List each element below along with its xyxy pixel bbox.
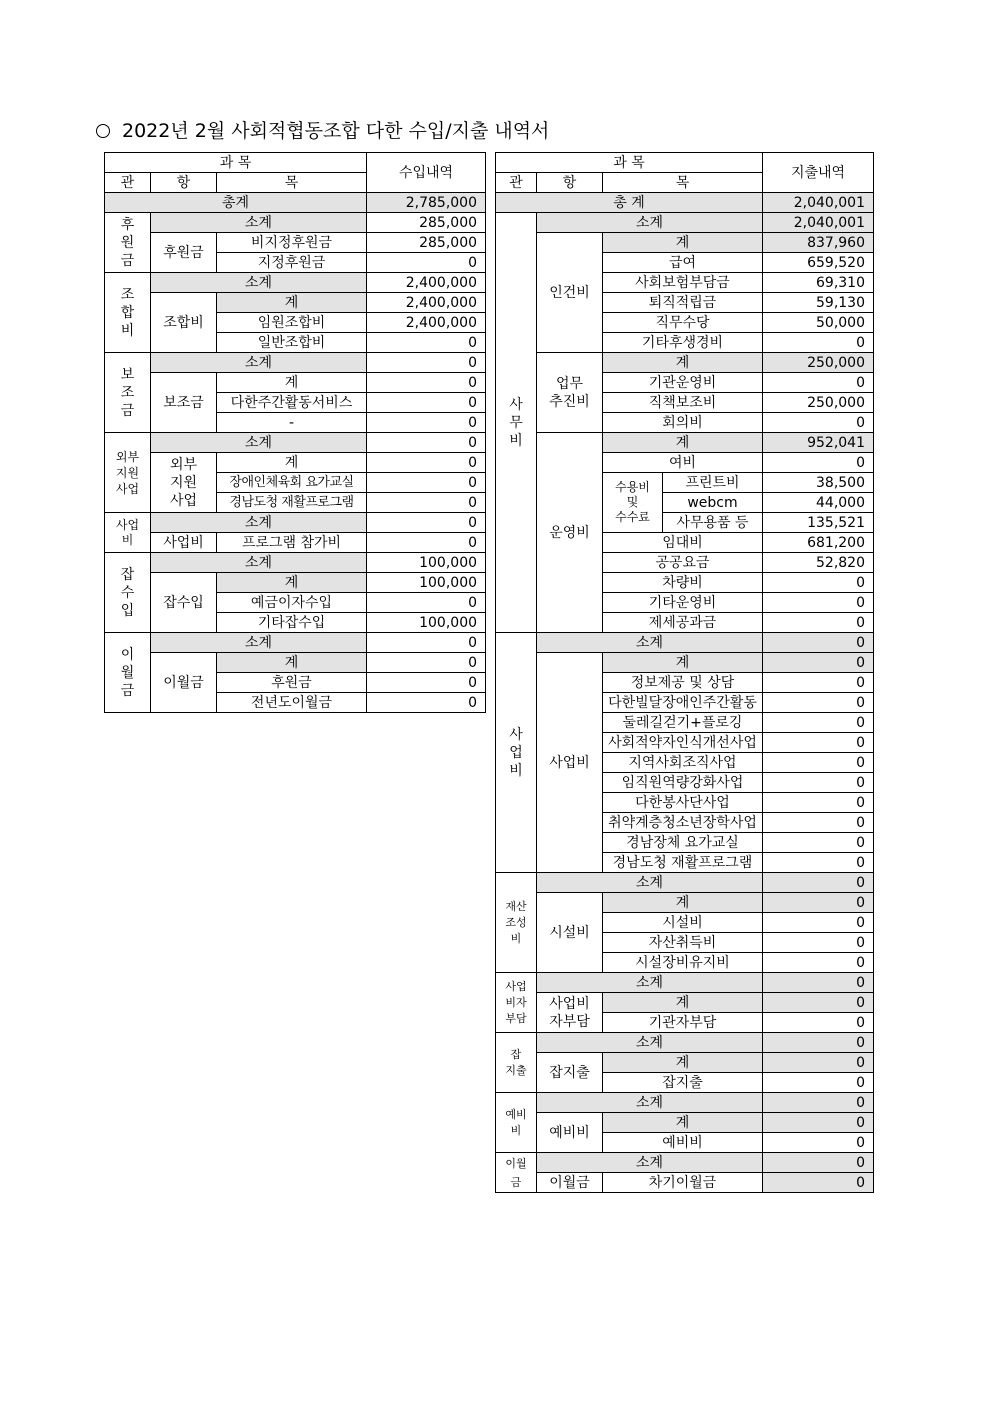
mok-cell: 임대비	[603, 533, 763, 553]
mok-cell: 계	[217, 373, 367, 393]
mok-cell: 사무용품 등	[663, 513, 763, 533]
mok-cell: 계	[603, 893, 763, 913]
subtotal-label: 소계	[151, 553, 367, 573]
amount-cell: 0	[367, 453, 486, 473]
subtotal-label: 소계	[537, 873, 763, 893]
header-gwan: 관	[105, 173, 151, 193]
header-gwamok: 과 목	[105, 153, 367, 173]
amount-cell: 0	[367, 253, 486, 273]
mok-cell: 장애인체육회 요가교실	[217, 473, 367, 493]
hang-cell: 조합비	[151, 293, 217, 353]
expense-table	[495, 152, 874, 1193]
gwan-cell: 이 월 금	[105, 633, 151, 713]
gwan-cell: 잡 수 입	[105, 553, 151, 633]
suyong-label-cell: 수용비 및 수수료	[603, 473, 663, 533]
mok-cell: 회의비	[603, 413, 763, 433]
mok-cell: 계	[603, 993, 763, 1013]
circle-bullet-icon	[96, 124, 110, 138]
mok-cell: 차기이월금	[603, 1173, 763, 1193]
amount-cell: 38,500	[763, 473, 874, 493]
hang-cell: 업무 추진비	[537, 353, 603, 433]
mok-cell: 계	[603, 353, 763, 373]
amount-cell: 0	[763, 333, 874, 353]
subtotal-value: 0	[367, 353, 486, 373]
amount-cell: 0	[367, 673, 486, 693]
amount-cell: 0	[763, 833, 874, 853]
amount-cell: 0	[763, 713, 874, 733]
total-value: 2,040,001	[763, 193, 874, 213]
amount-cell: 100,000	[367, 613, 486, 633]
header-mok: 목	[217, 173, 367, 193]
amount-cell: 0	[763, 793, 874, 813]
mok-cell: 다한주간활동서비스	[217, 393, 367, 413]
amount-cell: 0	[763, 753, 874, 773]
mok-cell: 예비비	[603, 1133, 763, 1153]
mok-cell: 제세공과금	[603, 613, 763, 633]
title-text: 2022년 2월 사회적협동조합 다한 수입/지출 내역서	[122, 120, 550, 142]
mok-cell: 급여	[603, 253, 763, 273]
subtotal-value: 0	[763, 1093, 874, 1113]
amount-cell: 250,000	[763, 353, 874, 373]
mok-cell: 일반조합비	[217, 333, 367, 353]
subtotal-label: 소계	[151, 433, 367, 453]
amount-cell: 0	[367, 473, 486, 493]
amount-cell: 59,130	[763, 293, 874, 313]
amount-cell: 100,000	[367, 573, 486, 593]
mok-cell: 계	[217, 453, 367, 473]
mok-cell: 기타운영비	[603, 593, 763, 613]
amount-cell: 0	[763, 773, 874, 793]
hang-cell: 시설비	[537, 893, 603, 973]
amount-cell: 0	[763, 1173, 874, 1193]
hang-cell: 이월금	[537, 1173, 603, 1193]
amount-cell: 952,041	[763, 433, 874, 453]
mok-cell: 잡지출	[603, 1073, 763, 1093]
amount-cell: 0	[367, 493, 486, 513]
amount-cell: 0	[763, 593, 874, 613]
amount-cell: 2,400,000	[367, 313, 486, 333]
header-amount: 지출내역	[763, 153, 874, 193]
subtotal-value: 0	[763, 1033, 874, 1053]
total-value: 2,785,000	[367, 193, 486, 213]
mok-cell: 기타잡수입	[217, 613, 367, 633]
hang-cell: 사업비	[537, 653, 603, 873]
mok-cell: 차량비	[603, 573, 763, 593]
mok-cell: 기타후생경비	[603, 333, 763, 353]
subtotal-value: 0	[763, 633, 874, 653]
mok-cell: 계	[217, 293, 367, 313]
amount-cell: 0	[763, 1133, 874, 1153]
gwan-cell: 사업 비	[105, 513, 151, 553]
amount-cell: 659,520	[763, 253, 874, 273]
amount-cell: 0	[763, 673, 874, 693]
hang-cell: 운영비	[537, 433, 603, 633]
subtotal-label: 소계	[537, 1033, 763, 1053]
gwan-cell: 사업 비자 부담	[496, 973, 537, 1033]
subtotal-value: 0	[367, 633, 486, 653]
amount-cell: 69,310	[763, 273, 874, 293]
mok-cell: 직무수당	[603, 313, 763, 333]
subtotal-label: 소계	[151, 633, 367, 653]
subtotal-value: 100,000	[367, 553, 486, 573]
mok-cell: 다한빌달장애인주간활동	[603, 693, 763, 713]
mok-cell: 프로그램 참가비	[217, 533, 367, 553]
amount-cell: 0	[763, 453, 874, 473]
hang-cell: 잡지출	[537, 1053, 603, 1093]
subtotal-value: 0	[763, 973, 874, 993]
gwan-cell: 보 조 금	[105, 353, 151, 433]
amount-cell: 0	[367, 333, 486, 353]
amount-cell: 0	[367, 393, 486, 413]
amount-cell: 0	[367, 413, 486, 433]
amount-cell: 2,400,000	[367, 293, 486, 313]
amount-cell: 0	[367, 373, 486, 393]
mok-cell: 경남장체 요가교실	[603, 833, 763, 853]
mok-cell: 취약계층청소년장학사업	[603, 813, 763, 833]
amount-cell: 0	[763, 1053, 874, 1073]
hang-cell: 이월금	[151, 653, 217, 713]
mok-cell: 임원조합비	[217, 313, 367, 333]
gwan-cell: 사 무 비	[496, 213, 537, 633]
mok-cell: 경남도청 재활프로그램	[217, 493, 367, 513]
amount-cell: 44,000	[763, 493, 874, 513]
mok-cell: 예금이자수입	[217, 593, 367, 613]
mok-cell: 사회보험부담금	[603, 273, 763, 293]
mok-cell: 지정후원금	[217, 253, 367, 273]
mok-cell: 계	[603, 433, 763, 453]
subtotal-label: 소계	[151, 213, 367, 233]
amount-cell: 0	[763, 933, 874, 953]
mok-cell: 기관자부담	[603, 1013, 763, 1033]
mok-cell: webcm	[663, 493, 763, 513]
amount-cell: 0	[763, 893, 874, 913]
mok-cell: 기관운영비	[603, 373, 763, 393]
hang-cell: 후원금	[151, 233, 217, 273]
amount-cell: 0	[763, 853, 874, 873]
mok-cell: 후원금	[217, 673, 367, 693]
amount-cell: 0	[763, 1073, 874, 1093]
amount-cell: 837,960	[763, 233, 874, 253]
hang-cell: 사업비 자부담	[537, 993, 603, 1033]
subtotal-value: 0	[763, 1153, 874, 1173]
header-gwamok: 과 목	[496, 153, 763, 173]
mok-cell: 계	[603, 1113, 763, 1133]
mok-cell: 퇴직적립금	[603, 293, 763, 313]
total-label: 총계	[105, 193, 367, 213]
amount-cell: 0	[763, 1113, 874, 1133]
hang-cell: 잡수입	[151, 573, 217, 633]
header-hang: 항	[537, 173, 603, 193]
amount-cell: 0	[763, 573, 874, 593]
mok-cell: 둘레길걷기+플로깅	[603, 713, 763, 733]
header-gwan: 관	[496, 173, 537, 193]
gwan-cell: 이월 금	[496, 1153, 537, 1193]
mok-cell: 계	[603, 1053, 763, 1073]
subtotal-label: 소계	[537, 633, 763, 653]
amount-cell: 0	[763, 1013, 874, 1033]
mok-cell: 계	[217, 573, 367, 593]
mok-cell: 직책보조비	[603, 393, 763, 413]
header-amount: 수입내역	[367, 153, 486, 193]
mok-cell: 시설비	[603, 913, 763, 933]
hang-cell: 외부 지원 사업	[151, 453, 217, 513]
amount-cell: 285,000	[367, 233, 486, 253]
mok-cell: 시설장비유지비	[603, 953, 763, 973]
amount-cell: 0	[763, 953, 874, 973]
gwan-cell: 사 업 비	[496, 633, 537, 873]
gwan-cell: 재산 조성 비	[496, 873, 537, 973]
gwan-cell: 조 합 비	[105, 273, 151, 353]
income-table	[104, 152, 486, 713]
mok-cell: 경남도청 재활프로그램	[603, 853, 763, 873]
amount-cell: 250,000	[763, 393, 874, 413]
subtotal-value: 0	[367, 433, 486, 453]
hang-cell: 보조금	[151, 373, 217, 433]
gwan-cell: 외부 지원 사업	[105, 433, 151, 513]
subtotal-label: 소계	[537, 1153, 763, 1173]
gwan-cell: 후 원 금	[105, 213, 151, 273]
amount-cell: 0	[763, 693, 874, 713]
subtotal-label: 소계	[151, 513, 367, 533]
mok-cell: 프린트비	[663, 473, 763, 493]
subtotal-label: 소계	[537, 973, 763, 993]
subtotal-value: 0	[763, 873, 874, 893]
hang-cell: 인건비	[537, 233, 603, 353]
amount-cell: 50,000	[763, 313, 874, 333]
subtotal-value: 2,040,001	[763, 213, 874, 233]
amount-cell: 52,820	[763, 553, 874, 573]
subtotal-label: 소계	[537, 213, 763, 233]
header-mok: 목	[603, 173, 763, 193]
mok-cell: 비지정후원금	[217, 233, 367, 253]
amount-cell: 0	[367, 533, 486, 553]
amount-cell: 0	[367, 593, 486, 613]
mok-cell: 여비	[603, 453, 763, 473]
mok-cell: 사회적약자인식개선사업	[603, 733, 763, 753]
subtotal-label: 소계	[151, 353, 367, 373]
amount-cell: 0	[367, 653, 486, 673]
amount-cell: 681,200	[763, 533, 874, 553]
gwan-cell: 예비 비	[496, 1093, 537, 1153]
mok-cell: 정보제공 및 상담	[603, 673, 763, 693]
amount-cell: 0	[763, 653, 874, 673]
mok-cell: 공공요금	[603, 553, 763, 573]
total-label: 총 계	[496, 193, 763, 213]
subtotal-value: 285,000	[367, 213, 486, 233]
mok-cell: 전년도이월금	[217, 693, 367, 713]
mok-cell: 계	[603, 653, 763, 673]
amount-cell: 135,521	[763, 513, 874, 533]
gwan-cell: 잡 지출	[496, 1033, 537, 1093]
amount-cell: 0	[763, 913, 874, 933]
mok-cell: 임직원역량강화사업	[603, 773, 763, 793]
subtotal-value: 2,400,000	[367, 273, 486, 293]
hang-cell: 예비비	[537, 1113, 603, 1153]
amount-cell: 0	[367, 693, 486, 713]
amount-cell: 0	[763, 613, 874, 633]
subtotal-label: 소계	[537, 1093, 763, 1113]
amount-cell: 0	[763, 813, 874, 833]
mok-cell: 지역사회조직사업	[603, 753, 763, 773]
document-title	[96, 116, 549, 143]
mok-cell: 자산취득비	[603, 933, 763, 953]
hang-cell: 사업비	[151, 533, 217, 553]
amount-cell: 0	[763, 373, 874, 393]
amount-cell: 0	[763, 413, 874, 433]
amount-cell: 0	[763, 733, 874, 753]
mok-cell: 계	[603, 233, 763, 253]
amount-cell: 0	[763, 993, 874, 1013]
mok-cell: 다한봉사단사업	[603, 793, 763, 813]
header-hang: 항	[151, 173, 217, 193]
mok-cell: 계	[217, 653, 367, 673]
subtotal-label: 소계	[151, 273, 367, 293]
subtotal-value: 0	[367, 513, 486, 533]
mok-cell: -	[217, 413, 367, 433]
